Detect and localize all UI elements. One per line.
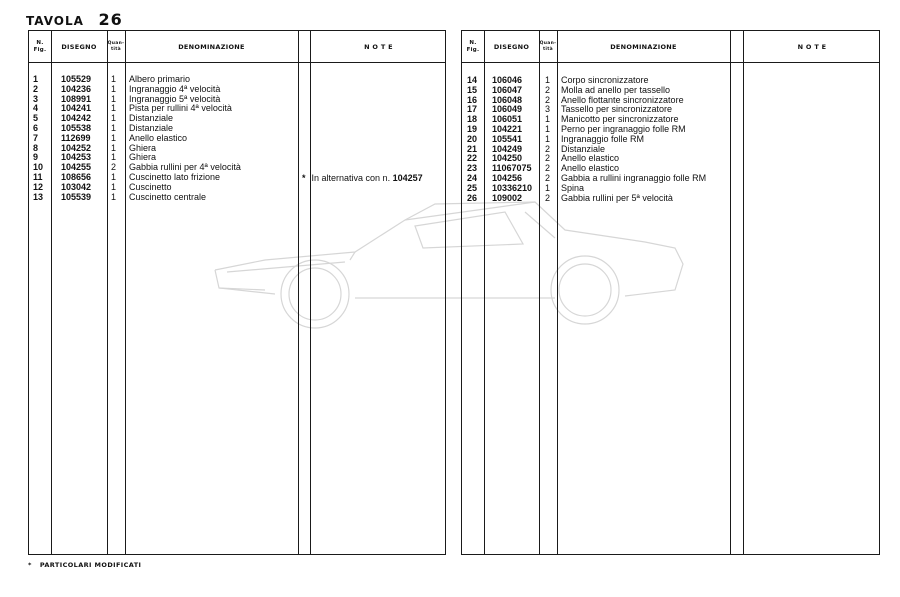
- fig-number: 16: [467, 94, 478, 105]
- part-name: Cuscinetto centrale: [129, 191, 207, 202]
- table-row: [462, 194, 879, 204]
- fig-number: 14: [467, 75, 478, 85]
- header-quantita: Quan- tità: [539, 41, 557, 52]
- fig-number: 10: [33, 162, 44, 173]
- quantity: 1: [111, 181, 117, 192]
- quantity: 1: [545, 182, 551, 193]
- page-title: [26, 10, 123, 29]
- quantity: 1: [111, 93, 117, 104]
- fig-number: 18: [467, 114, 478, 125]
- part-number: 106046: [492, 75, 523, 85]
- fig-number: 23: [467, 163, 478, 174]
- part-name: Albero primario: [129, 74, 191, 84]
- part-number: 104252: [61, 142, 92, 153]
- part-number: 106049: [492, 104, 523, 115]
- quantity: 2: [545, 94, 551, 105]
- part-number: 104242: [61, 113, 92, 124]
- table-row: [29, 75, 445, 85]
- quantity: 1: [545, 114, 551, 125]
- part-name: Corpo sincronizzatore: [561, 75, 649, 85]
- part-number: 105529: [61, 74, 92, 84]
- table-row: [462, 145, 879, 155]
- part-number: 105539: [61, 191, 92, 202]
- table-row: [29, 85, 445, 95]
- part-name: Manicotto per sincronizzatore: [561, 114, 679, 125]
- part-name: Anello elastico: [561, 163, 620, 174]
- parts-rows-right: [462, 76, 879, 203]
- table-row: [462, 125, 879, 135]
- quantity: 1: [545, 75, 551, 85]
- quantity: 3: [545, 104, 551, 115]
- part-number: 105541: [492, 133, 523, 144]
- part-number: 106048: [492, 94, 523, 105]
- fig-number: 20: [467, 133, 478, 144]
- part-name: Cuscinetto lato frizione: [129, 171, 221, 182]
- part-number: 103042: [61, 181, 92, 192]
- parts-rows-left: [29, 75, 445, 202]
- parts-table-left: [28, 30, 446, 555]
- table-row: [29, 163, 445, 173]
- part-name: Spina: [561, 182, 585, 193]
- header-note: N O T E: [797, 42, 827, 51]
- fig-number: 26: [467, 192, 478, 203]
- quantity: 2: [545, 172, 551, 183]
- fig-number: 19: [467, 123, 478, 134]
- quantity: 2: [545, 143, 551, 154]
- part-number: 104241: [61, 103, 92, 114]
- quantity: 2: [111, 162, 117, 173]
- quantity: 1: [111, 103, 117, 114]
- table-row: [462, 76, 879, 86]
- part-name: Ingranaggio folle RM: [561, 133, 645, 144]
- fig-number: 13: [33, 191, 44, 202]
- part-name: Ghiera: [129, 152, 157, 163]
- table-row: [29, 183, 445, 193]
- part-number: 105538: [61, 122, 92, 133]
- fig-number: 9: [33, 152, 39, 163]
- part-name: Distanziale: [129, 122, 174, 133]
- header-note: N O T E: [364, 42, 393, 51]
- part-name: Tassello per sincronizzatore: [561, 104, 673, 115]
- part-name: Gabbia rullini per 5ª velocità: [561, 192, 673, 203]
- part-number: 109002: [492, 192, 523, 203]
- header-n-fig: N. Fig.: [33, 39, 47, 53]
- part-number: 104236: [61, 83, 92, 94]
- header-n-fig: N. Fig.: [466, 39, 480, 53]
- fig-number: 7: [33, 132, 39, 143]
- fig-number: 24: [467, 172, 478, 183]
- part-name: Cuscinetto: [129, 181, 172, 192]
- quantity: 1: [111, 132, 117, 143]
- fig-number: 15: [467, 84, 478, 95]
- part-name: Distanziale: [561, 143, 606, 154]
- part-name: Ingranaggio 5ª velocità: [129, 93, 221, 104]
- title-number: 26: [98, 10, 123, 29]
- table-row: [29, 134, 445, 144]
- part-number: 106047: [492, 84, 523, 95]
- quantity: 1: [545, 123, 551, 134]
- quantity: 2: [545, 163, 551, 174]
- quantity: 1: [111, 113, 117, 124]
- part-name: Gabbia a rullini ingranaggio folle RM: [561, 172, 707, 183]
- part-name: Pista per rullini 4ª velocità: [129, 103, 232, 114]
- table-row: [462, 135, 879, 145]
- part-name: Distanziale: [129, 113, 174, 124]
- fig-number: 2: [33, 83, 39, 94]
- header-disegno: DISEGNO: [493, 42, 530, 51]
- fig-number: 12: [33, 181, 44, 192]
- part-name: Ingranaggio 4ª velocità: [129, 83, 221, 94]
- part-name: Molla ad anello per tassello: [561, 84, 671, 95]
- table-row: [29, 104, 445, 114]
- part-name: Anello flottante sincronizzatore: [561, 94, 684, 105]
- quantity: 1: [111, 191, 117, 202]
- part-name: Ghiera: [129, 142, 157, 153]
- part-number: 112699: [61, 132, 91, 143]
- fig-number: 17: [467, 104, 478, 115]
- fig-number: 22: [467, 153, 478, 164]
- part-number: 104249: [492, 143, 523, 154]
- part-name: Gabbia rullini per 4ª velocità: [129, 162, 241, 173]
- quantity: 1: [111, 83, 117, 94]
- part-number: 104221: [492, 123, 523, 134]
- header-denominazione: DENOMINAZIONE: [178, 42, 245, 51]
- table-row: [29, 95, 445, 105]
- fig-number: 8: [33, 142, 39, 153]
- quantity: 2: [545, 84, 551, 95]
- footnote: * PARTICOLARI MODIFICATI: [28, 561, 142, 569]
- part-number: 104250: [492, 153, 523, 164]
- header-quantita: Quan- tità: [107, 41, 125, 52]
- quantity: 1: [111, 171, 117, 182]
- fig-number: 3: [33, 93, 39, 104]
- part-number: 11067075: [492, 163, 532, 174]
- quantity: 2: [545, 192, 551, 203]
- fig-number: 25: [467, 182, 478, 193]
- note-alternative: * In alternativa con n. 104257: [302, 173, 423, 183]
- quantity: 1: [111, 74, 117, 84]
- parts-table-right: [461, 30, 880, 555]
- part-name: Anello elastico: [129, 132, 188, 143]
- header-denominazione: DENOMINAZIONE: [610, 42, 677, 51]
- table-row: [29, 193, 445, 203]
- part-number: 104253: [61, 152, 92, 163]
- table-row: [29, 124, 445, 134]
- part-number: 108991: [61, 93, 92, 104]
- part-number: 104255: [61, 162, 92, 173]
- part-number: 104256: [492, 172, 523, 183]
- quantity: 1: [111, 122, 117, 133]
- header-disegno: DISEGNO: [61, 42, 97, 51]
- part-name: Perno per ingranaggio folle RM: [561, 123, 686, 134]
- fig-number: 6: [33, 122, 39, 133]
- quantity: 2: [545, 153, 551, 164]
- fig-number: 4: [33, 103, 39, 114]
- fig-number: 21: [467, 143, 478, 154]
- quantity: 1: [545, 133, 551, 144]
- part-number: 106051: [492, 114, 523, 125]
- part-name: Anello elastico: [561, 153, 620, 164]
- fig-number: 5: [33, 113, 39, 124]
- title-word: TAVOLA: [26, 14, 84, 28]
- fig-number: 1: [33, 74, 39, 84]
- quantity: 1: [111, 152, 117, 163]
- fig-number: 11: [33, 171, 43, 182]
- part-number: 108656: [61, 171, 92, 182]
- quantity: 1: [111, 142, 117, 153]
- part-number: 10336210: [492, 182, 533, 193]
- table-row: [29, 144, 445, 154]
- table-row: [29, 114, 445, 124]
